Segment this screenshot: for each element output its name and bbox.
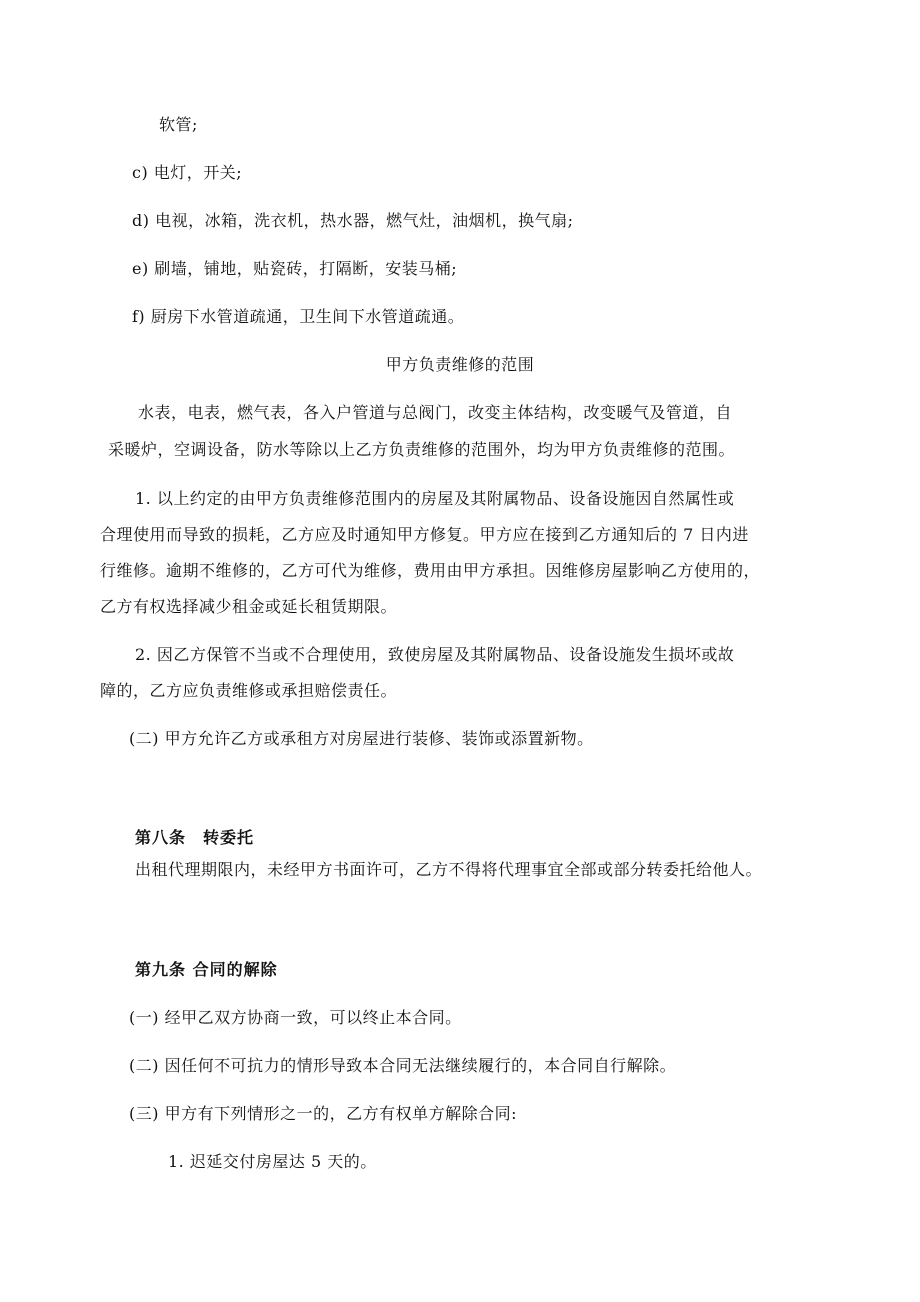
article-9-sub-1: 1. 迟延交付房屋达 5 天的。 (168, 1152, 377, 1171)
clause-permit: (二) 甲方允许乙方或承租方对房屋进行装修、装饰或添置新物。 (129, 729, 594, 748)
article-8-text: 出租代理期限内，未经甲方书面许可，乙方不得将代理事宜全部或部分转委托给他人。 (135, 860, 763, 879)
article-9-item-1: (一) 经甲乙双方协商一致，可以终止本合同。 (129, 1008, 462, 1027)
clause-2-line-1: 2. 因乙方保管不当或不合理使用，致使房屋及其附属物品、设备设施发生损坏或故 (135, 645, 735, 664)
article-9-item-3: (三) 甲方有下列情形之一的，乙方有权单方解除合同: (129, 1104, 517, 1123)
landlord-scope-title: 甲方负责维修的范围 (385, 355, 535, 374)
clause-1-line-2: 合理使用而导致的损耗，乙方应及时通知甲方修复。甲方应在接到乙方通知后的 7 日内进 (100, 525, 749, 544)
repair-item-f: f) 厨房下水管道疏通，卫生间下水管道疏通。 (132, 307, 465, 326)
article-9-item-2: (二) 因任何不可抗力的情形导致本合同无法继续履行的，本合同自行解除。 (129, 1056, 677, 1075)
repair-item-c: c) 电灯，开关; (132, 163, 243, 182)
clause-2-line-2: 障的，乙方应负责维修或承担赔偿责任。 (100, 681, 398, 700)
clause-1-line-3: 行维修。逾期不维修的，乙方可代为维修，费用由甲方承担。因维修房屋影响乙方使用的， (100, 561, 761, 580)
clause-1-line-4: 乙方有权选择减少租金或延长租赁期限。 (100, 597, 398, 616)
landlord-scope-line-2: 采暖炉，空调设备，防水等除以上乙方负责维修的范围外，均为甲方负责维修的范围。 (108, 440, 736, 459)
repair-item-d: d) 电视，冰箱，洗衣机，热水器，燃气灶，油烟机，换气扇; (132, 211, 574, 230)
repair-item-hose: 软管; (159, 115, 198, 134)
article-8-title: 第八条 转委托 (135, 828, 255, 847)
article-9-title: 第九条 合同的解除 (135, 960, 278, 979)
landlord-scope-line-1: 水表，电表，燃气表，各入户管道与总阀门，改变主体结构，改变暖气及管道，自 (138, 403, 733, 422)
repair-item-e: e) 刷墙，铺地，贴瓷砖，打隔断，安装马桶; (132, 259, 458, 278)
clause-1-line-1: 1. 以上约定的由甲方负责维修范围内的房屋及其附属物品、设备设施因自然属性或 (135, 489, 735, 508)
